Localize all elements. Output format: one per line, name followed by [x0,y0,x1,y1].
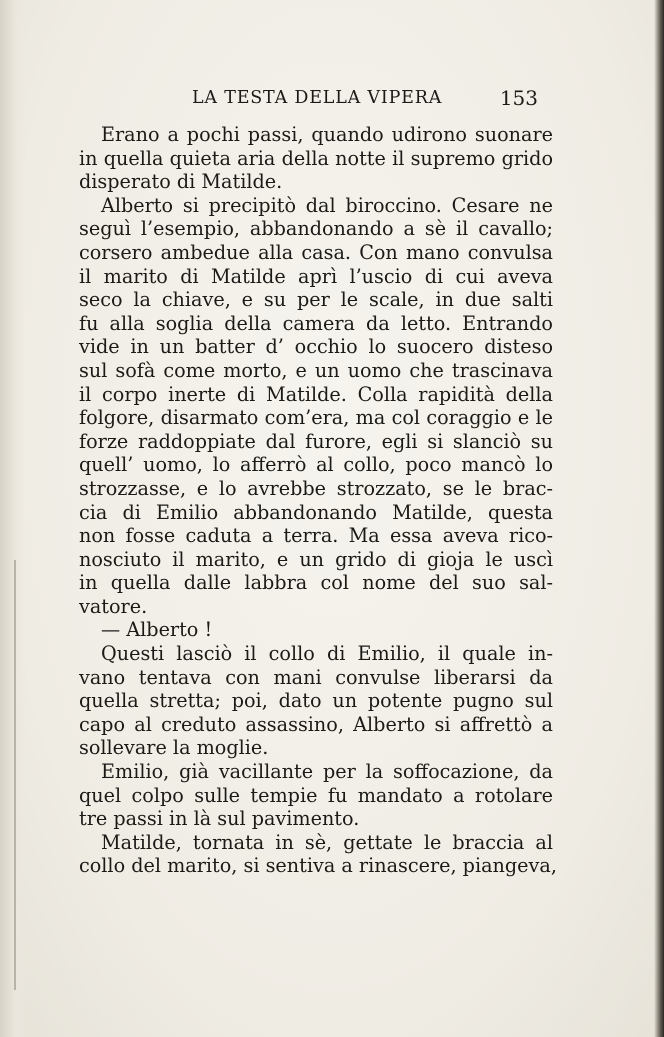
text-line: Matilde, tornata in sè, gettate le braccia al [101,830,553,854]
running-title: LA TESTA DELLA VIPERA [192,88,443,108]
text-line: capo al creduto assassino, Alberto si affrettò a [79,712,553,736]
text-line: Emilio, già vacillante per la soffocazione, da [101,760,553,784]
text-line: cia di Emilio abbandonando Matilde, questa [79,500,553,524]
text-line: — Alberto ! [101,618,213,642]
text-line: seguì l’esempio, abbandonando a sè il cavallo; [79,217,553,241]
text-line: tre passi in là sul pavimento. [79,807,360,831]
text-line: strozzasse, e lo avrebbe strozzato, se le brac- [79,476,553,500]
text-line: il marito di Matilde aprì l’uscio di cui aveva [79,264,553,288]
text-line: quel colpo sulle tempie fu mandato a rotolare [79,783,553,807]
text-line: Questi lasciò il collo di Emilio, il quale in- [101,642,553,666]
text-line: in quella quieta aria della notte il supremo grido [79,146,553,170]
text-line: quell’ uomo, lo afferrò al collo, poco mancò lo [79,453,553,477]
text-line: Alberto si precipitò dal biroccino. Cesare ne [101,193,553,217]
text-line: seco la chiave, e su per le scale, in due salti [79,288,553,312]
text-line: disperato di Matilde. [79,170,283,194]
text-line: sollevare la moglie. [79,736,269,760]
page-header [192,86,538,116]
text-line: il corpo inerte di Matilde. Colla rapidità della [79,382,553,406]
text-line: folgore, disarmato com’era, ma col coraggio e le [79,406,553,430]
text-line: non fosse caduta a terra. Ma essa aveva rico- [79,524,553,548]
page-left-edge-shadow [0,0,26,1037]
page-right-edge-shadow [654,0,664,1037]
text-line: forze raddoppiate dal furore, egli si slanciò su [79,429,553,453]
text-line: vide in un batter d’ occhio lo suocero disteso [79,335,553,359]
text-line: corsero ambedue alla casa. Con mano convulsa [79,240,553,264]
text-line: quella stretta; poi, dato un potente pugno sul [79,689,553,713]
text-line: nosciuto il marito, e un grido di gioja le uscì [79,547,553,571]
text-line: fu alla soglia della camera da letto. Entrando [79,311,553,335]
text-line: vatore. [79,594,148,618]
text-line: vano tentava con mani convulse liberarsi da [79,665,553,689]
page-binding-line [14,560,16,990]
text-line: sul sofà come morto, e un uomo che trascinava [79,358,553,382]
text-line: collo del marito, si sentiva a rinascere, piangeva, [79,854,557,878]
body-text [79,123,557,878]
text-line: Erano a pochi passi, quando udirono suonare [101,123,553,146]
page-number: 153 [499,86,538,110]
text-line: in quella dalle labbra col nome del suo sal- [79,571,553,595]
